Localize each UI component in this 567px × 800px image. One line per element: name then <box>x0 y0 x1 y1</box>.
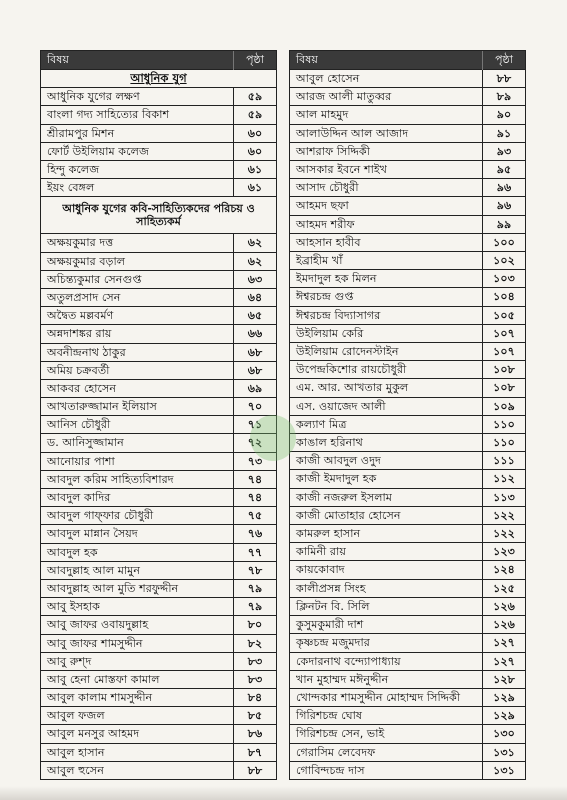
entry-topic: অক্ষয়কুমার দত্ত <box>47 236 114 250</box>
toc-entry <box>40 489 277 507</box>
entry-page-number: ১২৯ <box>482 689 525 706</box>
toc-entry <box>289 744 526 762</box>
entry-topic: আবু ইসহাক <box>47 600 100 614</box>
entry-page-number: ১০৭ <box>482 325 525 342</box>
toc-entry <box>289 561 526 579</box>
entry-topic: কল্যাণ মিত্র <box>296 417 347 431</box>
toc-entry <box>289 580 526 598</box>
entry-page-number: ৯০ <box>482 106 525 123</box>
entry-topic: আশরাফ সিদ্দিকী <box>296 144 370 158</box>
entry-page-number: ১২৫ <box>482 580 525 597</box>
page-header: পৃষ্ঠা <box>233 51 276 70</box>
entry-page-number: ৯৩ <box>482 143 525 160</box>
entry-page-number: ৮৯ <box>482 88 525 105</box>
toc-entry <box>289 70 526 88</box>
toc-entry <box>40 289 277 307</box>
entry-page-number: ৬৫ <box>233 307 276 324</box>
entry-topic: কায়কোবাদ <box>296 563 345 577</box>
entry-page-number: ১২৭ <box>482 634 525 651</box>
toc-entry <box>289 653 526 671</box>
entry-page-number: ৮৭ <box>233 744 276 761</box>
toc-entry <box>40 580 277 598</box>
toc-entry <box>40 234 277 252</box>
entry-topic: আবদুল মান্নান সৈয়দ <box>47 527 138 541</box>
entry-topic: উপেন্দ্রকিশোর রায়চৌধুরী <box>296 363 407 377</box>
toc-entry <box>289 671 526 689</box>
toc-entry <box>289 361 526 379</box>
section-title: আধুনিক যুগের কবি-সাহিত্যিকদের পরিচয় ও সাহিত্যকর্ম <box>62 202 255 229</box>
entry-topic: আবু জাফর শামসুদ্দীন <box>47 636 143 650</box>
toc-entry <box>40 271 277 289</box>
toc-entry <box>289 161 526 179</box>
entry-topic: আসাদ চৌধুরী <box>296 181 359 195</box>
section-heading <box>40 197 277 234</box>
entry-page-number: ৬১ <box>233 179 276 196</box>
entry-page-number: ৭৯ <box>233 598 276 615</box>
entry-topic: আবদুল হক <box>47 545 98 559</box>
topic-header: বিষয় <box>47 52 69 66</box>
entry-topic: ইব্রাহীম খাঁ <box>296 254 343 268</box>
entry-topic: অতুলপ্রসাদ সেন <box>47 290 121 304</box>
entry-page-number: ১১৩ <box>482 489 525 506</box>
entry-topic: ড. আনিসুজ্জামান <box>47 436 124 450</box>
entry-topic: আখতারুজ্জামান ইলিয়াস <box>47 400 157 414</box>
entry-page-number: ১১১ <box>482 452 525 469</box>
entry-page-number: ৯৯ <box>482 216 525 233</box>
entry-page-number: ৭৭ <box>233 544 276 561</box>
toc-entry <box>40 253 277 271</box>
entry-page-number: ১২৭ <box>482 653 525 670</box>
entry-topic: আবদুল কাদির <box>47 491 111 505</box>
entry-page-number: ১০৫ <box>482 307 525 324</box>
toc-entry <box>289 288 526 306</box>
entry-topic: আলাউদ্দিন আল আজাদ <box>296 126 409 140</box>
toc-entry <box>289 598 526 616</box>
entry-topic: আবুল মনসুর আহমদ <box>47 727 140 741</box>
toc-entry <box>40 161 277 179</box>
toc-entry <box>40 544 277 562</box>
toc-entry <box>289 343 526 361</box>
entry-topic: আবু জাফর ওবায়দুল্লাহ <box>47 618 149 632</box>
entry-topic: বাংলা গদ্য সাহিত্যের বিকাশ <box>47 108 170 122</box>
entry-page-number: ৭৪ <box>233 471 276 488</box>
entry-topic: খোন্দকার শামসুদ্দীন মোহাম্মদ সিদ্দিকী <box>296 690 461 704</box>
entry-page-number: ৭৫ <box>233 507 276 524</box>
entry-topic: কাজী ইমদাদুল হক <box>296 472 377 486</box>
toc-entry <box>289 452 526 470</box>
right-column <box>289 50 526 780</box>
entry-topic: কামিনী রায় <box>296 545 346 559</box>
entry-topic: আবদুল্লাহ আল মুতি শরফুদ্দীন <box>47 581 179 595</box>
entry-topic: আহমদ শরীফ <box>296 217 355 231</box>
entry-page-number: ৫৯ <box>233 88 276 105</box>
entry-topic: কাজী আবদুল ওদুদ <box>296 454 381 468</box>
entry-page-number: ৬৮ <box>233 344 276 361</box>
entry-topic: অবনীন্দ্রনাথ ঠাকুর <box>47 345 126 359</box>
toc-entry <box>289 398 526 416</box>
entry-page-number: ১১০ <box>482 434 525 451</box>
entry-page-number: ৬২ <box>233 253 276 270</box>
toc-entry <box>40 744 277 762</box>
entry-page-number: ৭১ <box>233 416 276 433</box>
entry-page-number: ১০২ <box>482 252 525 269</box>
entry-topic: ইমদাদুল হক মিলন <box>296 272 377 286</box>
toc-entry <box>40 125 277 143</box>
entry-page-number: ১২৬ <box>482 616 525 633</box>
entry-page-number: ১২২ <box>482 525 525 542</box>
toc-entry <box>40 398 277 416</box>
toc-entry <box>40 671 277 689</box>
toc-entry <box>289 416 526 434</box>
toc-entry <box>289 270 526 288</box>
toc-entry <box>40 525 277 543</box>
entry-page-number: ১০৮ <box>482 379 525 396</box>
entry-page-number: ৯৬ <box>482 179 525 196</box>
toc-entry <box>289 125 526 143</box>
toc-entry <box>289 379 526 397</box>
toc-entry <box>40 471 277 489</box>
toc-entry <box>289 106 526 124</box>
entry-topic: আরজ আলী মাতুব্বর <box>296 90 392 104</box>
entry-topic: গিরিশচন্দ্র সেন, ভাই <box>296 727 385 741</box>
entry-page-number: ৮৩ <box>233 671 276 688</box>
toc-entry <box>289 489 526 507</box>
entry-topic: আবদুল করিম সাহিত্যবিশারদ <box>47 472 174 486</box>
entry-topic: আবুল ফজল <box>47 709 105 723</box>
entry-topic: উইলিয়াম কেরি <box>296 326 364 340</box>
toc-entry <box>289 525 526 543</box>
entry-topic: ঈশ্বরচন্দ্র গুপ্ত <box>296 290 354 304</box>
entry-topic: গিরিশচন্দ্র ঘোষ <box>296 709 363 723</box>
entry-page-number: ৬০ <box>233 143 276 160</box>
entry-page-number: ৭০ <box>233 398 276 415</box>
toc-entry <box>40 106 277 124</box>
entry-topic: আনিস চৌধুরী <box>47 418 111 432</box>
entry-page-number: ৮০ <box>233 616 276 633</box>
entry-topic: আবু হেনা মোস্তফা কামাল <box>47 672 160 686</box>
toc-entry <box>289 179 526 197</box>
entry-topic: গোবিন্দচন্দ্র দাস <box>296 763 365 777</box>
page-fold-shadow <box>0 786 567 800</box>
entry-topic: এস. ওয়াজেদ আলী <box>296 399 386 413</box>
entry-page-number: ১১২ <box>482 470 525 487</box>
entry-page-number: ৭৯ <box>233 580 276 597</box>
entry-page-number: ১২২ <box>482 507 525 524</box>
right-rows <box>289 70 526 780</box>
entry-topic: কামরুল হাসান <box>296 527 361 541</box>
toc-entry <box>289 325 526 343</box>
toc-entry <box>40 616 277 634</box>
column-header <box>40 50 277 70</box>
entry-topic: অদ্বৈত মল্লবর্মণ <box>47 309 114 323</box>
toc-entry <box>289 616 526 634</box>
entry-topic: ইয়ং বেঙ্গল <box>47 181 95 195</box>
toc-entry <box>289 470 526 488</box>
entry-topic: উইলিয়াম রোদেনস্টাইন <box>296 345 399 359</box>
entry-topic: আসকার ইবনে শাইখ <box>296 163 388 177</box>
topic-header: বিষয় <box>296 52 318 66</box>
left-column <box>40 50 277 780</box>
entry-topic: আবুল হাসান <box>47 745 105 759</box>
toc-entry <box>289 234 526 252</box>
entry-page-number: ৮৪ <box>233 689 276 706</box>
entry-page-number: ৫৯ <box>233 106 276 123</box>
entry-page-number: ৭৬ <box>233 525 276 542</box>
entry-topic: কাজী মোতাহার হোসেন <box>296 508 401 522</box>
toc-entry <box>289 252 526 270</box>
entry-topic: কেদারনাথ বন্দ্যোপাধ্যায় <box>296 654 401 668</box>
entry-topic: আহমদ ছফা <box>296 199 349 213</box>
entry-page-number: ৭৮ <box>233 562 276 579</box>
toc-entry <box>40 453 277 471</box>
toc-entry <box>289 197 526 215</box>
toc-entry <box>40 689 277 707</box>
entry-page-number: ১২৮ <box>482 671 525 688</box>
entry-topic: আনোয়ার পাশা <box>47 454 115 468</box>
entry-topic: ক্লিনটন বি. সিলি <box>296 599 370 613</box>
contents-page <box>40 50 526 780</box>
toc-entry <box>289 434 526 452</box>
toc-entry <box>40 416 277 434</box>
entry-page-number: ১২৩ <box>482 543 525 560</box>
entry-topic: ফোর্ট উইলিয়াম কলেজ <box>47 144 149 158</box>
entry-page-number: ৬৪ <box>233 289 276 306</box>
entry-topic: ঈশ্বরচন্দ্র বিদ্যাসাগর <box>296 308 381 322</box>
section-heading <box>40 70 277 88</box>
entry-page-number: ৯৫ <box>482 161 525 178</box>
toc-entry <box>40 88 277 106</box>
toc-entry <box>289 143 526 161</box>
toc-entry <box>289 689 526 707</box>
entry-page-number: ৭৪ <box>233 489 276 506</box>
toc-entry <box>289 507 526 525</box>
entry-topic: আবদুল গাফ্‌ফার চৌধুরী <box>47 509 154 523</box>
page-header: পৃষ্ঠা <box>482 51 525 70</box>
entry-page-number: ১২৯ <box>482 707 525 724</box>
entry-page-number: ৬৬ <box>233 325 276 342</box>
entry-page-number: ১০৩ <box>482 270 525 287</box>
toc-entry <box>40 325 277 343</box>
entry-page-number: ১০০ <box>482 234 525 251</box>
entry-topic: আধুনিক যুগের লক্ষণ <box>47 90 140 104</box>
entry-topic: গেরাসিম লেবেদফ <box>296 745 376 759</box>
entry-page-number: ৮৮ <box>482 70 525 87</box>
toc-entry <box>40 725 277 743</box>
entry-page-number: ১৩১ <box>482 762 525 779</box>
toc-entry <box>40 653 277 671</box>
left-rows <box>40 70 277 780</box>
entry-page-number: ১০৪ <box>482 288 525 305</box>
entry-page-number: ১১০ <box>482 416 525 433</box>
toc-entry <box>289 707 526 725</box>
entry-topic: এম. আর. আখতার মুকুল <box>296 381 409 395</box>
toc-entry <box>40 762 277 780</box>
entry-topic: আবু রুশ্‌দ <box>47 654 92 668</box>
toc-entry <box>40 635 277 653</box>
toc-entry <box>40 507 277 525</box>
entry-page-number: ৬০ <box>233 125 276 142</box>
toc-entry <box>289 88 526 106</box>
entry-page-number: ৬৮ <box>233 362 276 379</box>
entry-topic: অমিয় চক্রবর্তী <box>47 363 110 377</box>
toc-entry <box>289 762 526 780</box>
watermark-logo <box>250 415 296 461</box>
entry-page-number: ১০৯ <box>482 398 525 415</box>
entry-topic: আবদুল্লাহ আল মামুন <box>47 563 141 577</box>
entry-page-number: ৮৮ <box>233 762 276 779</box>
entry-topic: কুসুমকুমারী দাশ <box>296 618 364 632</box>
toc-entry <box>289 216 526 234</box>
entry-page-number: ৯১ <box>482 125 525 142</box>
toc-entry <box>40 179 277 197</box>
entry-page-number: ১৩০ <box>482 725 525 742</box>
toc-entry <box>40 434 277 452</box>
entry-page-number: ১২৪ <box>482 561 525 578</box>
entry-page-number: ৭২ <box>233 434 276 451</box>
entry-page-number: ১২৬ <box>482 598 525 615</box>
toc-entry <box>40 307 277 325</box>
entry-topic: অক্ষয়কুমার বড়াল <box>47 254 126 268</box>
entry-topic: অন্নদাশঙ্কর রায় <box>47 327 112 341</box>
entry-topic: কাঙাল হরিনাথ <box>296 436 363 450</box>
toc-entry <box>289 634 526 652</box>
entry-page-number: ৮৩ <box>233 653 276 670</box>
entry-page-number: ১০৭ <box>482 343 525 360</box>
entry-page-number: ৮২ <box>233 635 276 652</box>
toc-entry <box>289 725 526 743</box>
entry-page-number: ৬৯ <box>233 380 276 397</box>
entry-topic: শ্রীরামপুর মিশন <box>47 126 115 140</box>
entry-page-number: ৭৩ <box>233 453 276 470</box>
column-header <box>289 50 526 70</box>
entry-page-number: ৬১ <box>233 161 276 178</box>
entry-topic: আহসান হাবীব <box>296 235 361 249</box>
toc-entry <box>40 143 277 161</box>
entry-topic: কৃষ্ণচন্দ্র মজুমদার <box>296 636 370 650</box>
entry-topic: খান মুহাম্মদ মঈনুদ্দীন <box>296 672 389 686</box>
toc-entry <box>40 598 277 616</box>
toc-entry <box>289 307 526 325</box>
entry-topic: হিন্দু কলেজ <box>47 162 100 176</box>
entry-topic: আকবর হোসেন <box>47 381 117 395</box>
toc-entry <box>289 543 526 561</box>
entry-topic: কাজী নজরুল ইসলাম <box>296 490 393 504</box>
entry-page-number: ১৩১ <box>482 744 525 761</box>
toc-entry <box>40 344 277 362</box>
entry-page-number: ৮৫ <box>233 707 276 724</box>
entry-page-number: ১০৮ <box>482 361 525 378</box>
entry-topic: আবুল হুসেন <box>47 763 104 777</box>
toc-entry <box>40 562 277 580</box>
entry-page-number: ৮৬ <box>233 725 276 742</box>
toc-entry <box>40 362 277 380</box>
entry-page-number: ৬২ <box>233 234 276 251</box>
entry-topic: আবুল হোসেন <box>296 72 360 85</box>
entry-topic: কালীপ্রসন্ন সিংহ <box>296 581 366 595</box>
section-title: আধুনিক যুগ <box>130 70 187 85</box>
entry-topic: আবুল কালাম শামসুদ্দীন <box>47 691 153 705</box>
toc-entry <box>40 707 277 725</box>
toc-entry <box>40 380 277 398</box>
entry-page-number: ৬৩ <box>233 271 276 288</box>
entry-topic: আল মাহমুদ <box>296 108 349 122</box>
entry-topic: অচিন্ত্যকুমার সেনগুপ্ত <box>47 272 142 286</box>
entry-page-number: ৯৬ <box>482 197 525 214</box>
